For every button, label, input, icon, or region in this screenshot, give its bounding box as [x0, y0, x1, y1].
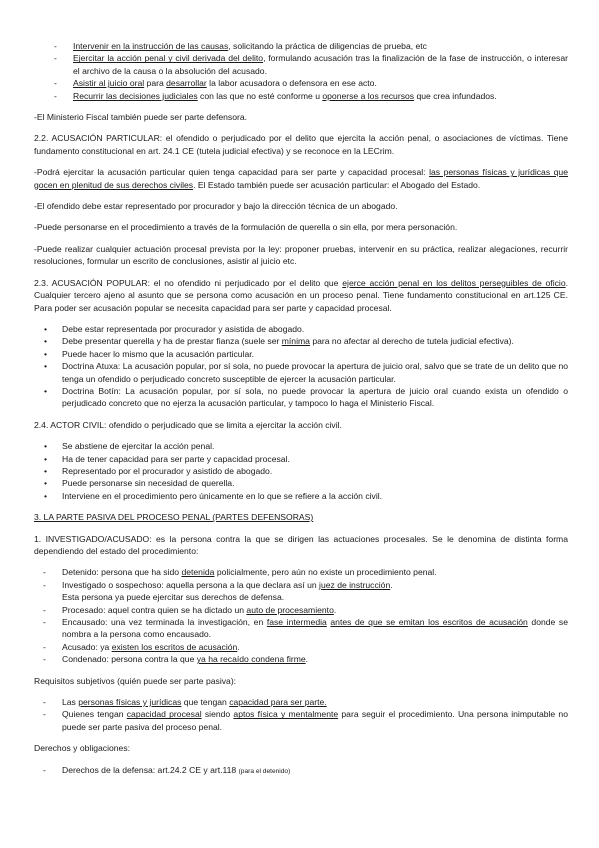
- list-item: - Intervenir en la instrucción de las causas, solicitando la práctica de diligencias de prueba, etc: [34, 40, 568, 52]
- ministerio-paragraph: -El Ministerio Fiscal también puede ser parte defensora.: [34, 112, 248, 123]
- list-item: - Condenado: persona contra la que ya ha recaído condena firme.: [34, 653, 568, 665]
- list-item: - Acusado: ya existen los escritos de acusación.: [34, 641, 568, 653]
- document-page: [34, 40, 568, 787]
- requisitos-heading: Requisitos subjetivos (quién puede ser parte pasiva):: [34, 675, 237, 686]
- list-item: - Detenido: persona que ha sido detenida policialmente, pero aún no existe un procedimiento penal.: [34, 566, 568, 578]
- list-item: - Asistir al juicio oral para desarrollar la labor acusadora o defensora en ese acto.: [34, 77, 568, 89]
- list-item: • Debe estar representada por procurador y asistida de abogado.: [34, 323, 568, 335]
- list-item: - Quienes tengan capacidad procesal siendo aptos física y mentalmente para seguir el procedimiento. Una persona inimputable no puede ser parte pasiva del proceso penal.: [34, 708, 568, 733]
- section-heading: 3. LA PARTE PASIVA DEL PROCESO PENAL (PARTES DEFENSORAS): [34, 512, 314, 523]
- list-item: - Derechos de la defensa: art.24.2 CE y art.118 (para el detenido): [34, 764, 568, 778]
- list-item: • Se abstiene de ejercitar la acción penal.: [34, 440, 568, 452]
- list-item: • Puede personarse sin necesidad de querella.: [34, 477, 568, 489]
- list-item: • Interviene en el procedimiento pero únicamente en lo que se refiere a la acción civil.: [34, 490, 568, 502]
- list-item: - Encausado: una vez terminada la investigación, en fase intermedia antes de que se emitan los escritos de acusación donde se nombra a la persona como encausado.: [34, 616, 568, 641]
- estados-list: [34, 566, 568, 665]
- list-item: - Las personas físicas y jurídicas que tengan capacidad para ser parte.: [34, 696, 568, 708]
- paragraph: -El ofendido debe estar representado por procurador y bajo la dirección técnica de un abogado.: [34, 201, 398, 212]
- paragraph: -Podrá ejercitar la acusación particular quien tenga capacidad para ser parte y capacidad procesal: las personas físicas y jurídicas que gocen en plenitud de sus derechos civiles. El Estado también puede ser acusación particular: el Abogado del Estado.: [34, 167, 568, 190]
- acusacion-popular-heading: 2.3. ACUSACIÓN POPULAR: el no ofendido ni perjudicado por el delito que ejerce acción penal en los delitos perseguibles de oficio. Cualquier tercero ajeno al asunto que se persona como acusación en un proceso penal. Tiene fundamento constitucional en art.125 CE. Para poder ser acusación popular se necesita capacidad para ser parte y capacidad procesal.: [34, 277, 568, 313]
- derechos-list: [34, 764, 568, 778]
- requisitos-list: [34, 696, 568, 733]
- list-item: - Ejercitar la acción penal y civil derivada del delito, formulando acusación tras la finalización de la fase de instrucción, o interesar el archivo de la causa o la absolución del acusado.: [34, 52, 568, 77]
- list-item: • Ha de tener capacidad para ser parte y capacidad procesal.: [34, 453, 568, 465]
- list-item: • Puede hacer lo mismo que la acusación particular.: [34, 348, 568, 360]
- derechos-heading: Derechos y obligaciones:: [34, 743, 131, 754]
- paragraph: -Puede personarse en el procedimiento a través de la formulación de querella o sin ella, por mera personación.: [34, 222, 458, 233]
- actor-civil-list: [34, 440, 568, 502]
- investigado-paragraph: 1. INVESTIGADO/ACUSADO: es la persona contra la que se dirigen las actuaciones procesales. Se le denomina de distinta forma dependiendo del estado del procedimiento:: [34, 533, 568, 556]
- paragraph: -Puede realizar cualquier actuación procesal prevista por la ley: proponer pruebas, intervenir en su práctica, realizar alegaciones, recurrir resoluciones, formular un escrito de conclusiones, asistir al juicio etc.: [34, 243, 568, 267]
- list-item: - Investigado o sospechoso: aquella persona a la que declara así un juez de instrucción. Esta persona ya puede ejercitar sus derechos de defensa.: [34, 579, 568, 604]
- actor-civil-heading: 2.4. ACTOR CIVIL: ofendido o perjudicado que se limita a ejercitar la acción civil.: [34, 419, 342, 430]
- acusacion-popular-list: [34, 323, 568, 410]
- list-item: • Debe presentar querella y ha de prestar fianza (suele ser mínima para no afectar al derecho de tutela judicial efectiva).: [34, 335, 568, 347]
- list-item: - Recurrir las decisiones judiciales con las que no esté conforme u oponerse a los recursos que crea infundados.: [34, 90, 568, 102]
- list-item: • Doctrina Botín: La acusación popular, por sí sola, no puede provocar la apertura de juicio oral cuando exista un ofendido o perjudicado concreto que no ejerza la acusación particular, y tampoco lo haga el Ministerio Fiscal.: [34, 385, 568, 410]
- fiscal-functions-list: [34, 40, 568, 102]
- list-item: • Representado por el procurador y asistido de abogado.: [34, 465, 568, 477]
- list-item: • Doctrina Atuxa: La acusación popular, por sí sola, no puede provocar la apertura de juicio oral, salvo que se trate de un delito que no tenga un ofendido o perjudicado concreto susceptible de ejercer la acusación particular.: [34, 360, 568, 385]
- acusacion-particular-heading: 2.2. ACUSACIÓN PARTICULAR: el ofendido o perjudicado por el delito que ejercita la acción penal, o asociaciones de víctimas. Tiene fundamento constitucional en art. 24.1 CE (tutela judicial efectiva) y se reconoce en la LECrim.: [34, 133, 568, 156]
- list-item: - Procesado: aquel contra quien se ha dictado un auto de procesamiento.: [34, 604, 568, 616]
